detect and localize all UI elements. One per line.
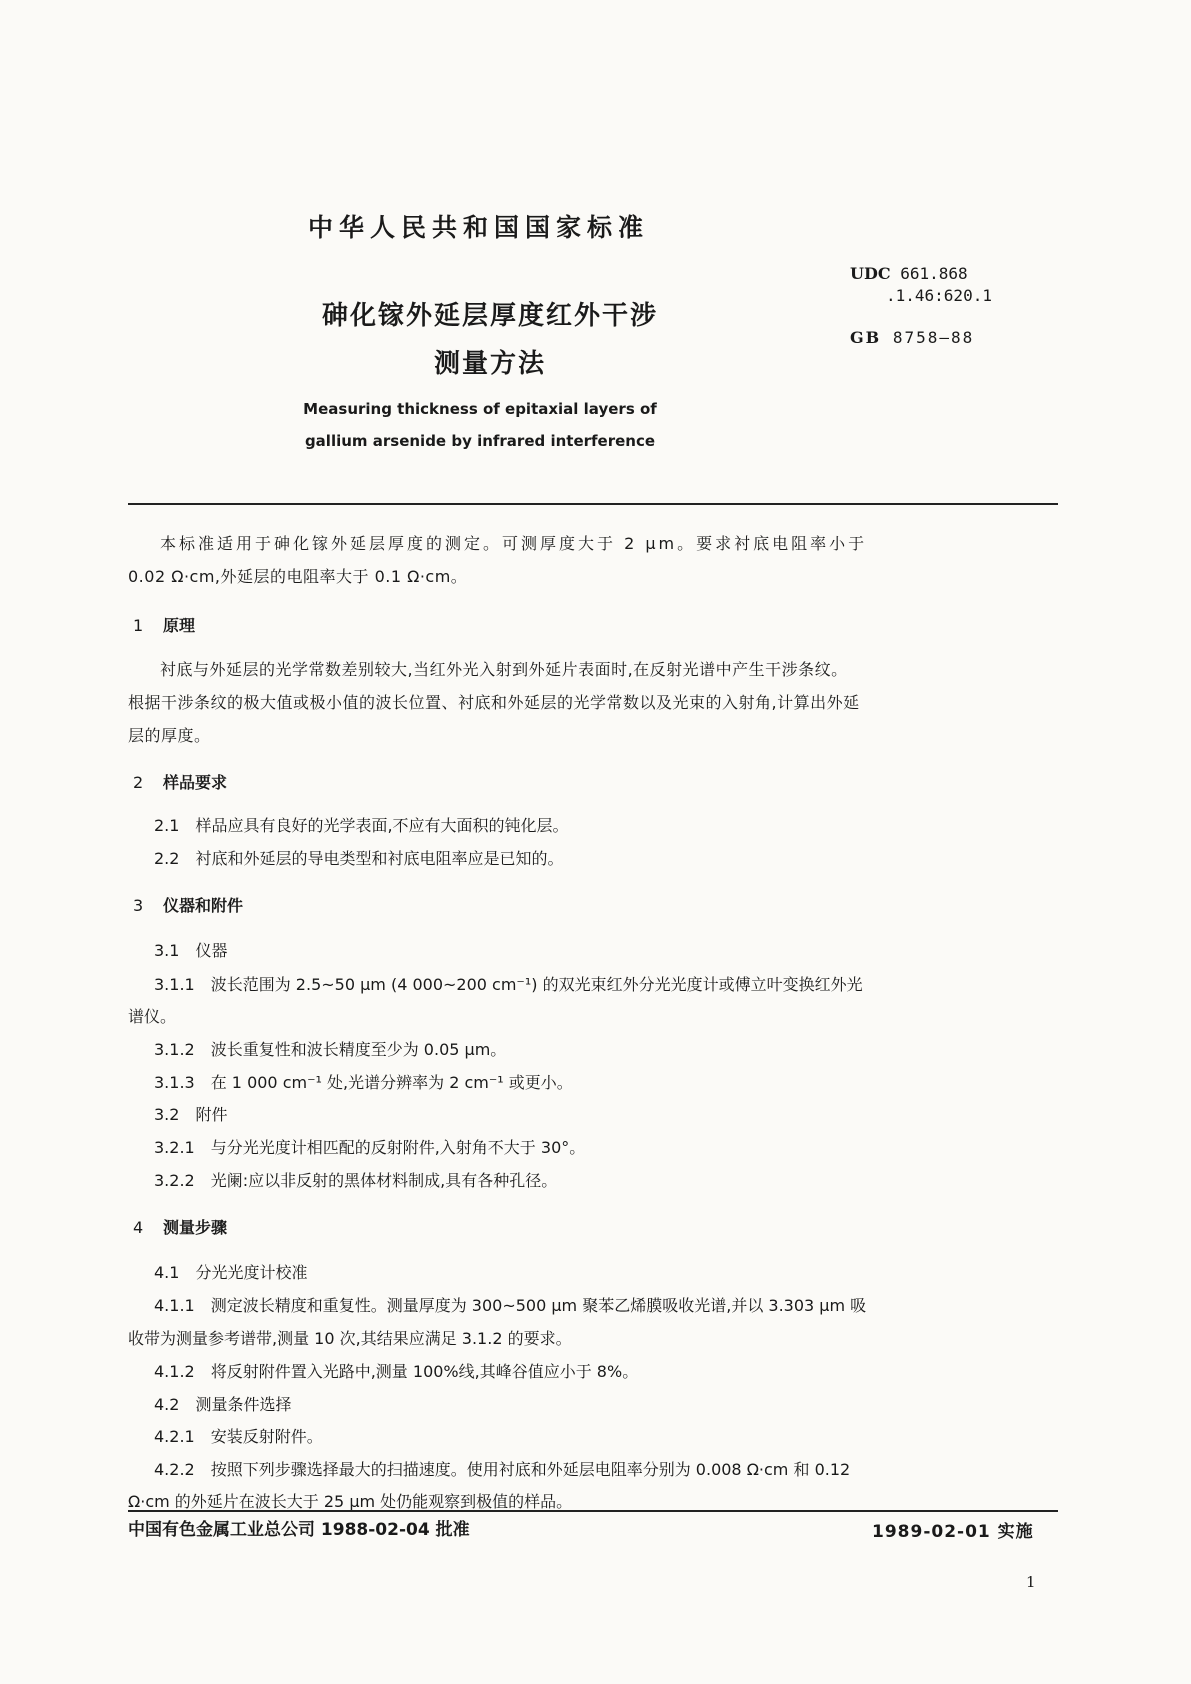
item-4-1 bbox=[154, 1260, 307, 1283]
section-3-title: 仪器和附件 bbox=[163, 896, 244, 915]
item-4-2-text: 测量条件选择 bbox=[195, 1395, 292, 1414]
item-4-1-2-number: 4.1.2 bbox=[154, 1362, 195, 1381]
item-3-1-text: 仪器 bbox=[195, 941, 228, 960]
item-3-1-1 bbox=[154, 972, 863, 995]
section-3-heading bbox=[133, 893, 243, 916]
section-4-number: 4 bbox=[133, 1218, 144, 1237]
section-4-title: 测量步骤 bbox=[163, 1218, 228, 1237]
udc-code bbox=[850, 263, 992, 307]
page-number: 1 bbox=[1026, 1573, 1036, 1591]
item-3-2-1 bbox=[154, 1135, 585, 1158]
section-4-heading bbox=[133, 1215, 227, 1238]
udc-line1: 661.868 bbox=[900, 264, 968, 283]
item-2-2-text: 衬底和外延层的导电类型和衬底电阻率应是已知的。 bbox=[195, 849, 564, 868]
item-2-1-number: 2.1 bbox=[154, 816, 180, 835]
intro-paragraph bbox=[128, 527, 1058, 593]
item-4-1-2-text: 将反射附件置入光路中,测量 100%线,其峰谷值应小于 8%。 bbox=[210, 1362, 639, 1381]
item-2-1-text: 样品应具有良好的光学表面,不应有大面积的钝化层。 bbox=[195, 816, 569, 835]
approval-line: 中国有色金属工业总公司 1988-02-04 批准 bbox=[128, 1520, 470, 1540]
item-4-1-number: 4.1 bbox=[154, 1263, 180, 1282]
item-3-2-2-number: 3.2.2 bbox=[154, 1171, 195, 1190]
s1-line3: 层的厚度。 bbox=[128, 726, 211, 745]
item-3-2-2-text: 光阑:应以非反射的黑体材料制成,具有各种孔径。 bbox=[210, 1171, 558, 1190]
item-4-2-2-number: 4.2.2 bbox=[154, 1460, 195, 1479]
item-2-1 bbox=[154, 813, 569, 836]
item-3-2-number: 3.2 bbox=[154, 1105, 180, 1124]
item-4-2-2-cont: Ω·cm 的外延片在波长大于 25 μm 处仍能观察到极值的样品。 bbox=[128, 1492, 573, 1511]
item-3-1-2-number: 3.1.2 bbox=[154, 1040, 195, 1059]
gb-label: GB bbox=[850, 328, 882, 347]
item-4-1-1-cont: 收带为测量参考谱带,测量 10 次,其结果应满足 3.1.2 的要求。 bbox=[128, 1329, 572, 1348]
item-3-2 bbox=[154, 1102, 227, 1125]
item-4-2-1 bbox=[154, 1424, 323, 1447]
item-3-1-2 bbox=[154, 1037, 506, 1060]
item-4-1-2 bbox=[154, 1359, 638, 1382]
section-1-heading bbox=[133, 613, 195, 636]
item-4-2 bbox=[154, 1392, 291, 1415]
s1-line1: 衬底与外延层的光学常数差别较大,当红外光入射到外延片表面时,在反射光谱中产生干涉条纹。 bbox=[160, 660, 848, 679]
title-cn-line1: 砷化镓外延层厚度红外干涉 bbox=[321, 301, 658, 331]
document-title-en bbox=[290, 393, 670, 457]
item-4-1-1 bbox=[154, 1293, 866, 1316]
udc-line2: .1.46:620.1 bbox=[886, 286, 992, 305]
section-3-number: 3 bbox=[133, 896, 144, 915]
issuer-title: 中华人民共和国国家标准 bbox=[308, 213, 650, 242]
section-1-paragraph bbox=[128, 653, 1058, 752]
item-4-2-1-text: 安装反射附件。 bbox=[210, 1427, 323, 1446]
gb-number: 8758—88 bbox=[892, 328, 975, 347]
section-2-heading bbox=[133, 770, 227, 793]
section-1-number: 1 bbox=[133, 616, 144, 635]
intro-line2: 0.02 Ω·cm,外延层的电阻率大于 0.1 Ω·cm。 bbox=[128, 567, 468, 586]
s1-line2: 根据干涉条纹的极大值或极小值的波长位置、衬底和外延层的光学常数以及光束的入射角,计算出外延 bbox=[128, 693, 860, 712]
section-1-title: 原理 bbox=[163, 616, 196, 635]
item-3-2-text: 附件 bbox=[195, 1105, 228, 1124]
header-divider bbox=[128, 503, 1058, 505]
item-4-1-1-number: 4.1.1 bbox=[154, 1296, 195, 1315]
item-3-1-3-number: 3.1.3 bbox=[154, 1073, 195, 1092]
item-3-1-number: 3.1 bbox=[154, 941, 180, 960]
item-4-2-2-text: 按照下列步骤选择最大的扫描速度。使用衬底和外延层电阻率分别为 0.008 Ω·cm 和 0.12 bbox=[210, 1460, 851, 1479]
effective-date: 1989-02-01 实施 bbox=[872, 1522, 1034, 1542]
title-en-line2: gallium arsenide by infrared interference bbox=[304, 432, 656, 450]
footer-divider bbox=[128, 1510, 1058, 1512]
item-4-2-number: 4.2 bbox=[154, 1395, 180, 1414]
item-2-2 bbox=[154, 846, 563, 869]
item-3-1-1-number: 3.1.1 bbox=[154, 975, 195, 994]
document-title-cn bbox=[300, 292, 680, 388]
item-3-1 bbox=[154, 938, 227, 961]
title-cn-line2: 测量方法 bbox=[433, 349, 546, 379]
item-4-2-2 bbox=[154, 1457, 850, 1480]
item-3-2-2 bbox=[154, 1168, 557, 1191]
item-3-1-3-text: 在 1 000 cm⁻¹ 处,光谱分辨率为 2 cm⁻¹ 或更小。 bbox=[210, 1073, 573, 1092]
item-2-2-number: 2.2 bbox=[154, 849, 180, 868]
item-3-1-3 bbox=[154, 1070, 573, 1093]
item-3-1-2-text: 波长重复性和波长精度至少为 0.05 μm。 bbox=[210, 1040, 507, 1059]
section-2-title: 样品要求 bbox=[163, 773, 228, 792]
item-4-1-1-text: 测定波长精度和重复性。测量厚度为 300~500 μm 聚苯乙烯膜吸收光谱,并以 3.303 μm 吸 bbox=[210, 1296, 867, 1315]
item-4-1-text: 分光光度计校准 bbox=[195, 1263, 308, 1282]
section-2-number: 2 bbox=[133, 773, 144, 792]
intro-line1: 本标准适用于砷化镓外延层厚度的测定。可测厚度大于 2 μm。要求衬底电阻率小于 bbox=[160, 534, 868, 553]
item-3-1-1-cont: 谱仪。 bbox=[128, 1007, 177, 1026]
item-3-2-1-number: 3.2.1 bbox=[154, 1138, 195, 1157]
item-4-2-1-number: 4.2.1 bbox=[154, 1427, 195, 1446]
udc-label: UDC bbox=[850, 264, 891, 283]
gb-code bbox=[850, 328, 974, 347]
item-3-2-1-text: 与分光光度计相匹配的反射附件,入射角不大于 30°。 bbox=[210, 1138, 586, 1157]
item-3-1-1-text: 波长范围为 2.5~50 μm (4 000~200 cm⁻¹) 的双光束红外分光光度计或傅立叶变换红外光 bbox=[210, 975, 863, 994]
title-en-line1: Measuring thickness of epitaxial layers of bbox=[303, 400, 657, 418]
